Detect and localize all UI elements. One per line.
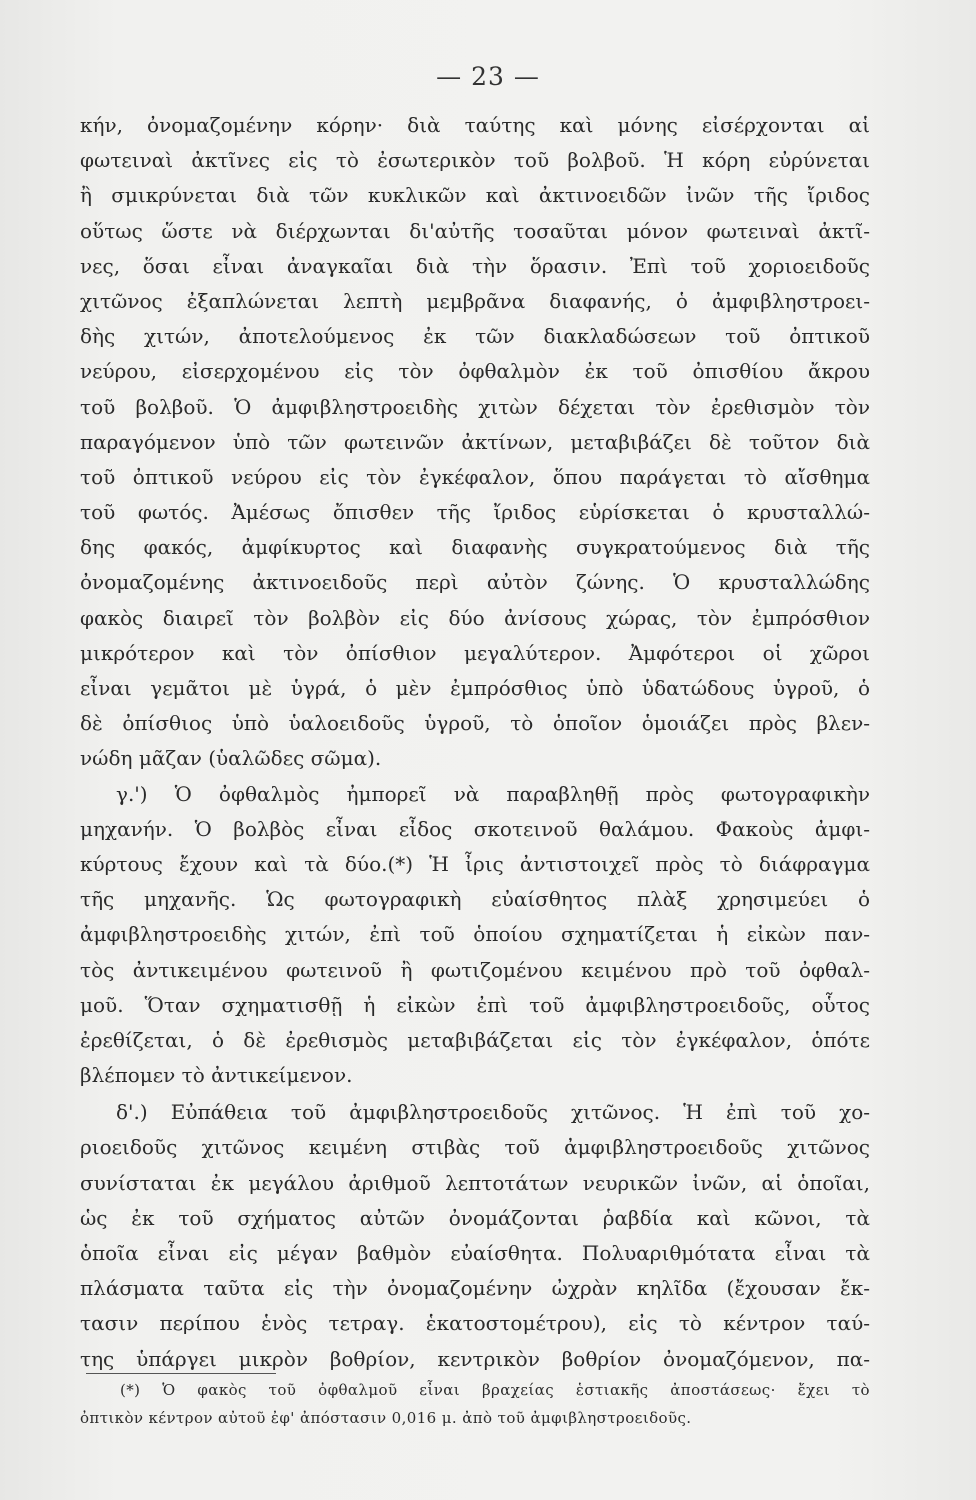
text-line: τοῦ ὀπτικοῦ νεύρου εἰς τὸν ἐγκέφαλον, ὅπου παράγεται τὸ αἴσθημα [80,464,870,489]
section-d-heading-line: δ'.) Εὐπάθεια τοῦ ἀμφιβληστροειδοῦς χιτῶνος. Ἡ ἐπὶ τοῦ χο- [116,1100,870,1125]
text-line: ὁποῖα εἶναι εἰς μέγαν βαθμὸν εὐαίσθητα. Πολυαριθμότατα εἶναι τὰ [80,1241,870,1265]
footnote-divider [86,1373,276,1374]
text-line: πλάσματα ταῦτα εἰς τὴν ὀνομαζομένην ὠχρὰν κηλῖδα (ἔχουσαν ἔκ- [80,1276,870,1301]
text-line: δὲ ὀπίσθιος ὑπὸ ὑαλοειδοῦς ὑγροῦ, τὸ ὁποῖον ὁμοιάζει πρὸς βλεν- [80,711,870,736]
footnote-block [80,1376,870,1432]
paragraph-end-line: βλέπομεν τὸ ἀντικείμενον. [80,1063,353,1088]
text-line: οὕτως ὥστε νὰ διέρχωνται δι'αὐτῆς τοσαῦται μόνον φωτειναὶ ἀκτῖ- [80,218,870,243]
footnote-line: ὀπτικὸν κέντρον αὐτοῦ ἐφ' ἀπόστασιν 0,016 μ. ἀπὸ τοῦ ἀμφιβληστροειδοῦς. [80,1409,692,1427]
section-g-heading-line: γ.') Ὁ ὀφθαλμὸς ἠμπορεῖ νὰ παραβληθῇ πρὸς φωτογραφικὴν [116,781,870,806]
text-line: παραγόμενον ὑπὸ τῶν φωτεινῶν ἀκτίνων, μεταβιβάζει δὲ τοῦτον διὰ [80,429,870,454]
text-line: ἀμφιβληστροειδὴς χιτών, ἐπὶ τοῦ ὁποίου σχηματίζεται ἡ εἰκὼν παν- [80,922,870,947]
text-line: μοῦ. Ὅταν σχηματισθῇ ἡ εἰκὼν ἐπὶ τοῦ ἀμφιβληστροειδοῦς, οὗτος [80,992,870,1017]
text-line: τοῦ βολβοῦ. Ὁ ἀμφιβληστροειδὴς χιτὼν δέχεται τὸν ἐρεθισμὸν τὸν [80,394,870,419]
text-line: φακὸς διαιρεῖ τὸν βολβὸν εἰς δύο ἀνίσους χώρας, τὸν ἐμπρόσθιον [80,605,870,630]
text-line: τῆς μηχανῆς. Ὡς φωτογραφικὴ εὐαίσθητος πλὰξ χρησιμεύει ὁ [80,887,870,912]
text-line: δὴς χιτών, ἀποτελούμενος ἐκ τῶν διακλαδώσεων τοῦ ὀπτικοῦ [80,324,870,349]
footnote-reference-line: κύρτους ἔχουν καὶ τὰ δύο.(*) Ἡ ἶρις ἀντιστοιχεῖ πρὸς τὸ διάφραγμα [80,851,870,876]
text-line: τοῦ φωτός. Ἀμέσως ὄπισθεν τῆς ἴριδος εὑρίσκεται ὁ κρυσταλλώ- [80,500,870,525]
text-line: δης φακός, ἀμφίκυρτος καὶ διαφανὴς συγκρατούμενος διὰ τῆς [80,535,870,560]
text-line: νες, ὅσαι εἶναι ἀναγκαῖαι διὰ τὴν ὅρασιν. Ἐπὶ τοῦ χοριοειδοῦς [80,253,870,278]
text-line: χιτῶνος ἐξαπλώνεται λεπτὴ μεμβρᾶνα διαφανής, ὁ ἀμφιβληστροει- [80,288,870,313]
text-line: μικρότερον καὶ τὸν ὀπίσθιον μεγαλύτερον. Ἀμφότεροι οἱ χῶροι [80,640,870,665]
text-line: ἢ σμικρύνεται διὰ τῶν κυκλικῶν καὶ ἀκτινοειδῶν ἰνῶν τῆς ἴριδος [80,183,870,208]
text-line: τασιν περίπου ἑνὸς τετραγ. ἑκατοστομέτρου), εἰς τὸ κέντρον ταύ- [80,1311,870,1336]
text-line: νεύρου, εἰσερχομένου εἰς τὸν ὀφθαλμὸν ἐκ τοῦ ὀπισθίου ἄκρου [80,359,870,384]
footnote-line: (*) Ὁ φακὸς τοῦ ὀφθαλμοῦ εἶναι βραχείας ἑστιακῆς ἀποστάσεως· ἔχει τὸ [120,1381,870,1399]
text-line: μηχανήν. Ὁ βολβὸς εἶναι εἶδος σκοτεινοῦ θαλάμου. Φακοὺς ἀμφι- [80,816,870,841]
text-line: ριοειδοῦς χιτῶνος κειμένη στιβὰς τοῦ ἀμφιβληστροειδοῦς χιτῶνος [80,1135,870,1160]
body-text [80,108,870,1377]
text-line: ὡς ἐκ τοῦ σχήματος αὐτῶν ὀνομάζονται ῥαβδία καὶ κῶνοι, τὰ [80,1205,870,1230]
text-line: ἐρεθίζεται, ὁ δὲ ἐρεθισμὸς μεταβιβάζεται εἰς τὸν ἐγκέφαλον, ὁπότε [80,1027,870,1052]
text-line: της ὑπάργει μικρὸν βοθρίον, κεντρικὸν βοθρίον ὀνομαζόμενον, πα- [80,1346,870,1371]
text-line: εἶναι γεμᾶτοι μὲ ὑγρά, ὁ μὲν ἐμπρόσθιος ὑπὸ ὑδατώδους ὑγροῦ, ὁ [80,676,870,700]
text-line: κήν, ὀνομαζομένην κόρην· διὰ ταύτης καὶ μόνης εἰσέρχονται αἱ [80,113,870,137]
text-line: συνίσταται ἐκ μεγάλου ἀριθμοῦ λεπτοτάτων νευρικῶν ἰνῶν, αἱ ὁποῖαι, [80,1170,870,1195]
page-number: — 23 — [436,62,540,91]
text-line: τὸς ἀντικειμένου φωτεινοῦ ἢ φωτιζομένου κειμένου πρὸ τοῦ ὀφθαλ- [80,957,870,982]
paragraph-end-line: νώδη μᾶζαν (ὑαλῶδες σῶμα). [80,746,382,771]
text-line: ὀνομαζομένης ἀκτινοειδοῦς περὶ αὐτὸν ζώνης. Ὁ κρυσταλλώδης [80,570,870,595]
text-line: φωτειναὶ ἀκτῖνες εἰς τὸ ἐσωτερικὸν τοῦ βολβοῦ. Ἡ κόρη εὐρύνεται [80,148,870,173]
